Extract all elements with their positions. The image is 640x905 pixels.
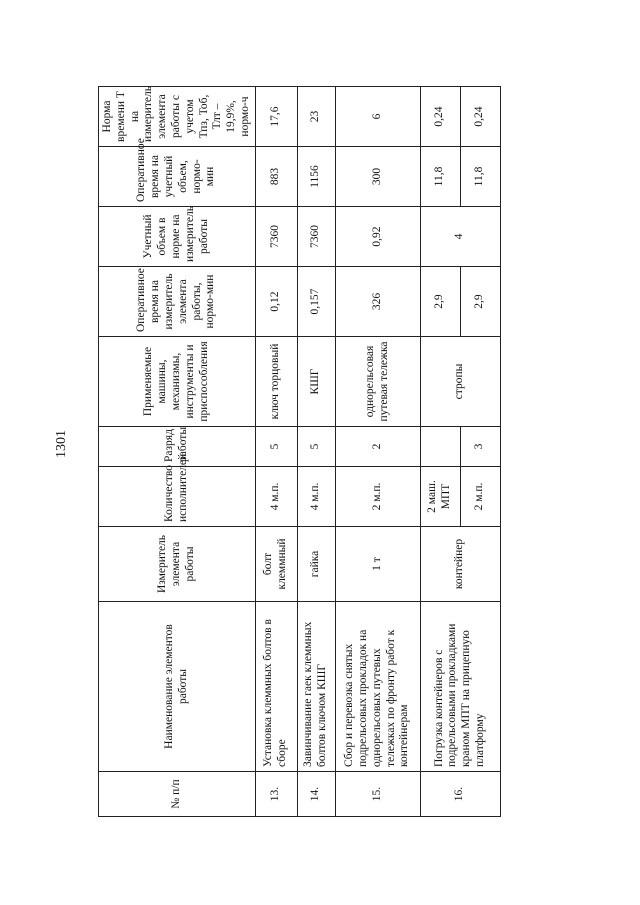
- table-header-row: [99, 87, 256, 817]
- header-volume: Учетный объем в норме на измеритель работы: [99, 207, 256, 267]
- cell-op-total: 300: [335, 147, 420, 207]
- rotated-table-area: [98, 87, 498, 817]
- cell-staff: 2 м.п.: [335, 467, 420, 527]
- table-row: [297, 87, 335, 817]
- rotated-table-frame: [98, 87, 498, 817]
- cell-name: Сбор и перевозка снятых подрельсовых прокладок на однорельсовых путевых тележках по фронту работ к контейнерам: [335, 602, 420, 772]
- cell-volume: 4: [420, 207, 500, 267]
- cell-staff: 4 м.п.: [255, 467, 297, 527]
- header-meter: Измеритель элемента работы: [99, 527, 256, 602]
- header-name: Наименование элементов работы: [99, 602, 256, 772]
- cell-op-time: 326: [335, 267, 420, 337]
- cell-norm: 0,24: [460, 87, 500, 147]
- cell-grade: 5: [297, 427, 335, 467]
- cell-op-total: 11,8: [420, 147, 460, 207]
- cell-volume: 7360: [255, 207, 297, 267]
- cell-num: 15.: [335, 772, 420, 817]
- cell-meter: 1 т: [335, 527, 420, 602]
- cell-norm: 6: [335, 87, 420, 147]
- cell-norm: 23: [297, 87, 335, 147]
- header-num: № п/п: [99, 772, 256, 817]
- header-op-total: Оперативное время на учетный объем, нормо-мин: [99, 147, 256, 207]
- cell-meter: контейнер: [420, 527, 500, 602]
- cell-tools: однорельсовая путевая тележка: [335, 337, 420, 427]
- cell-grade: 3: [460, 427, 500, 467]
- cell-op-total: 883: [255, 147, 297, 207]
- cell-tools: стропы: [420, 337, 500, 427]
- cell-tools: ключ торцовый: [255, 337, 297, 427]
- cell-staff: 2 маш. МПТ: [420, 467, 460, 527]
- cell-tools: КШГ: [297, 337, 335, 427]
- cell-name: Погрузка контейнеров с подрельсовыми прокладками краном МПТ на прицепную платформу: [420, 602, 500, 772]
- header-grade: Разряд работы: [99, 427, 256, 467]
- cell-staff: 2 м.п.: [460, 467, 500, 527]
- cell-grade: 2: [335, 427, 420, 467]
- table-row: [255, 87, 297, 817]
- cell-meter: гайка: [297, 527, 335, 602]
- cell-name: Завинчивание гаек клеммных болтов ключом КШГ: [297, 602, 335, 772]
- cell-op-time: 2,9: [420, 267, 460, 337]
- table-row: [420, 87, 460, 817]
- header-tools: Применяемые машины, механизмы, инструменты и приспособления: [99, 337, 256, 427]
- cell-staff: 4 м.п.: [297, 467, 335, 527]
- cell-norm: 0,24: [420, 87, 460, 147]
- cell-grade: [420, 427, 460, 467]
- cell-meter: болт клеммный: [255, 527, 297, 602]
- cell-num: 16.: [420, 772, 500, 817]
- cell-op-total: 11,8: [460, 147, 500, 207]
- header-op-time: Оперативное время на измеритель элемента работы, нормо-мин: [99, 267, 256, 337]
- cell-volume: 7360: [297, 207, 335, 267]
- cell-name: Установка клеммных болтов в сборе: [255, 602, 297, 772]
- header-staff: Количество исполнителей: [99, 467, 256, 527]
- header-norm: Норма времени Т на измеритель элемента работы с учетом Тпз, Тоб, Тлт – 19,9%, нормо-ч: [99, 87, 256, 147]
- cell-op-time: 2,9: [460, 267, 500, 337]
- page-number: 1301: [54, 430, 69, 458]
- cell-grade: 5: [255, 427, 297, 467]
- cell-op-time: 0,157: [297, 267, 335, 337]
- table-row: [335, 87, 420, 817]
- cell-op-total: 1156: [297, 147, 335, 207]
- labor-norms-table: [98, 86, 501, 817]
- cell-num: 13.: [255, 772, 297, 817]
- cell-op-time: 0,12: [255, 267, 297, 337]
- cell-volume: 0,92: [335, 207, 420, 267]
- cell-num: 14.: [297, 772, 335, 817]
- cell-norm: 17,6: [255, 87, 297, 147]
